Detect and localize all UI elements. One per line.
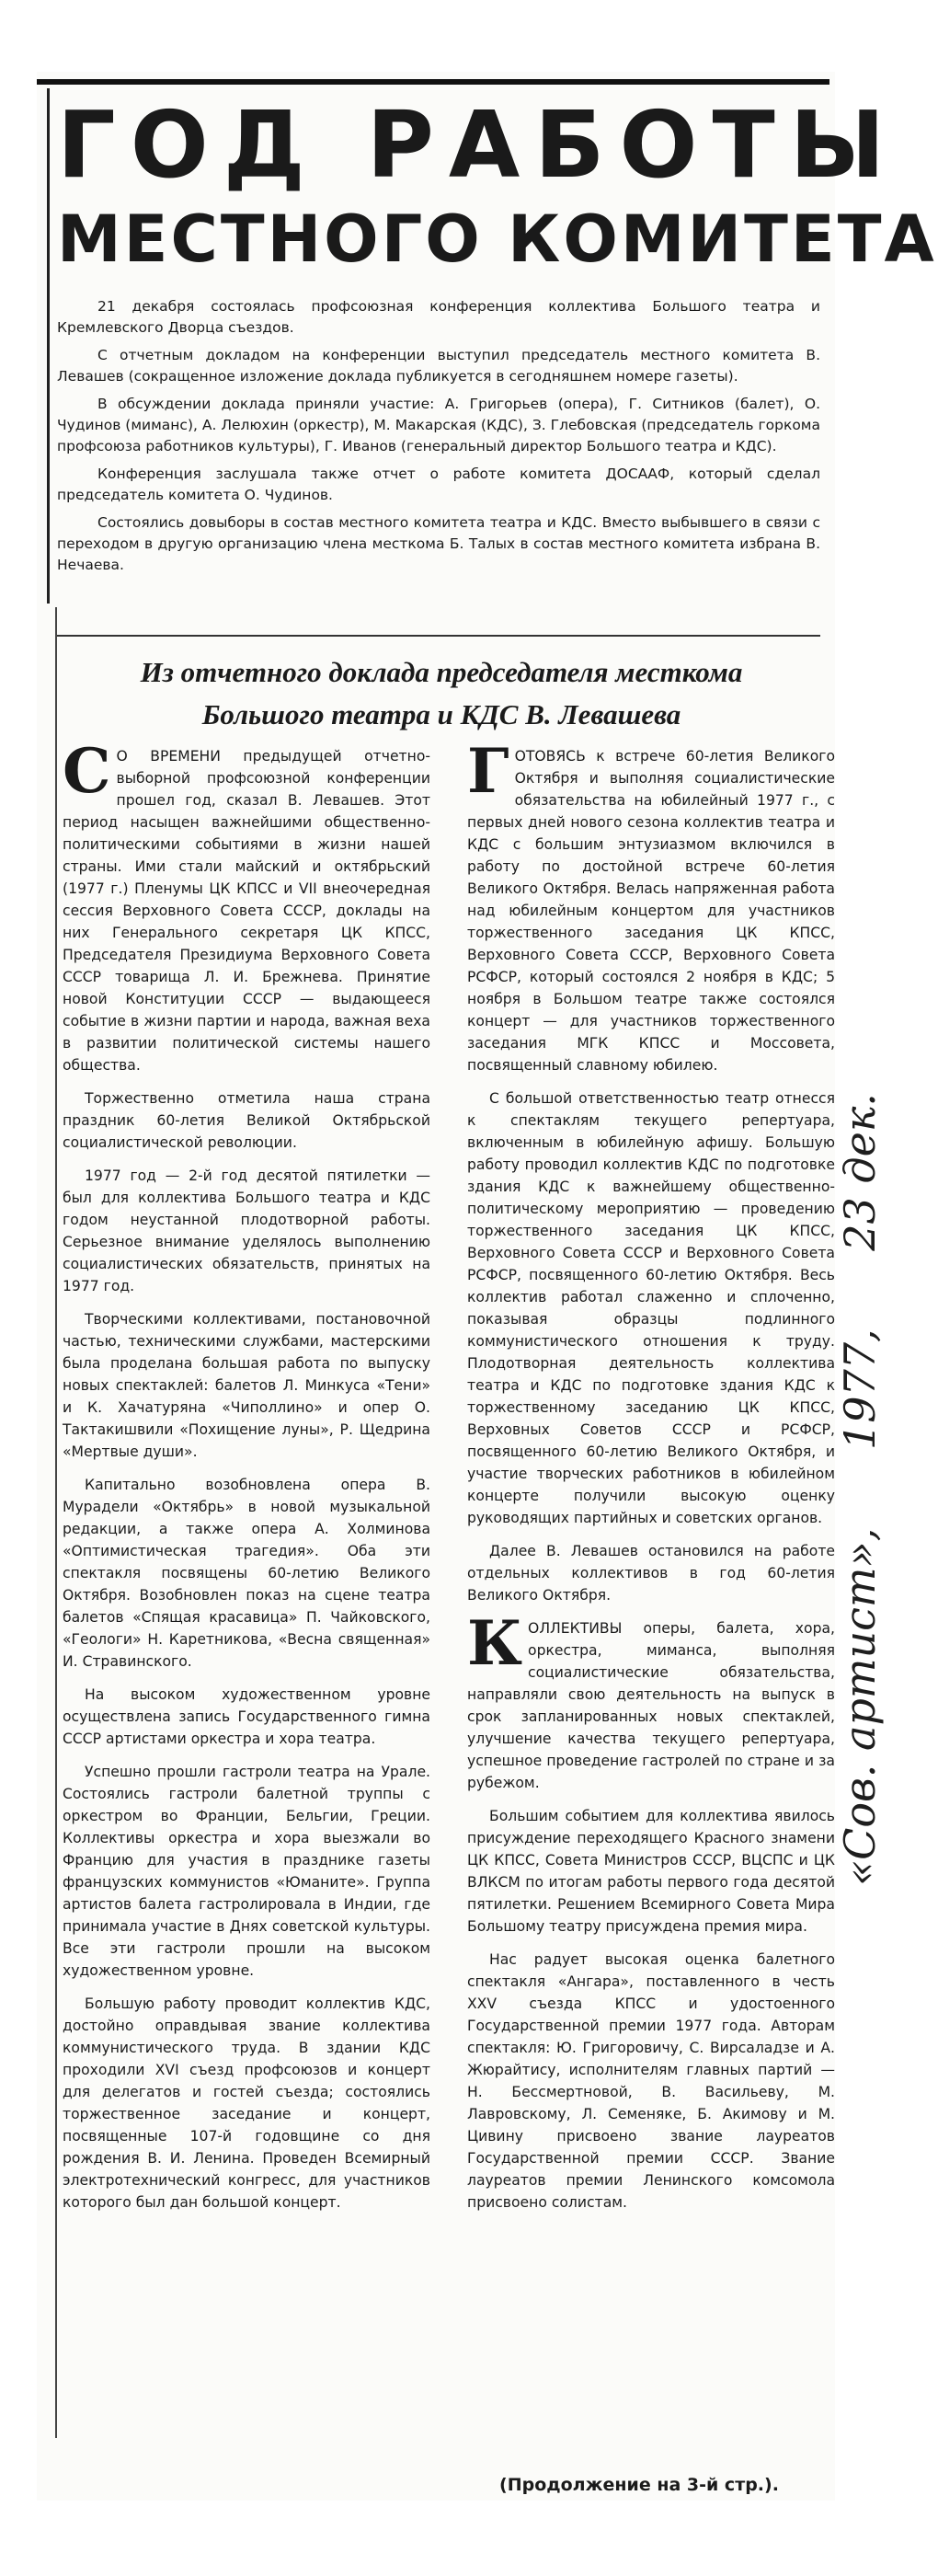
handwritten-source-note: [832, 515, 887, 1950]
handwritten-publication: «Сов. артист»,: [835, 1527, 885, 1886]
article-paragraph: ГОТОВЯСЬ к встрече 60-летия Великого Октября и выполняя социалистические обязательства на юбилейный 1977 г., с первых дней нового сезона коллектив театра и КДС с большим энтузиазмом включился в работу по достойной встрече 60-летия Великого Октября. Велась напряженная работа над юбилейным концертом для участников торжественного заседания ЦК КПСС, Верховного Совета СССР, Верховного Совета РСФСР, который состоялся 2 ноября в КДС; 5 ноября в Большом театре также состоялся концерт — для участников торжественного заседания МГК КПСС и Моссовета, посвященный славному юбилею.: [467, 735, 835, 1074]
article-paragraph: Торжественно отметила наша страна праздник 60-летия Великой Октябрьской социалистической революции.: [63, 1090, 430, 1151]
handwritten-year: 1977,: [835, 1328, 885, 1451]
section-divider: [57, 635, 820, 637]
article-paragraph: Нас радует высокая оценка балетного спектакля «Ангара», поставленного в честь XXV съезда КПСС и удостоенного Государственной премии 1977 года. Авторам спектакля: Ю. Григоровичу, С. Вирсаладзе и А. Жюрайтису, исполнителям главных партий — Н. Бессмертновой, В. Васильеву, М. Лавровскому, Л. Семеняке, Б. Акимову и М. Цивину присвоено звание лауреатов Государственной премии СССР. Звание лауреатов премии Ленинского комсомола присвоено солистам.: [467, 1951, 835, 2211]
headline-line-1: ГОД РАБОТЫ: [57, 91, 900, 199]
article-paragraph: 1977 год — 2-й год десятой пятилетки — был для коллектива Большого театра и КДС годом неустанной плодотворной работы. Серьезное внимание уделялось выполнению социалистических обязательств, принятых на 1977 год.: [63, 1167, 430, 1294]
article-paragraph: Большим событием для коллектива явилось присуждение переходящего Красного знамени ЦК КПСС, Совета Министров СССР, ВЦСПС и ЦК ВЛКСМ по итогам работы первого года десятой пятилетки. Решением Всемирного Совета Мира Большому театру присуждена премия мира.: [467, 1808, 835, 1935]
intro-block: [57, 296, 820, 582]
report-subheading: [64, 651, 818, 736]
article-column-left: [63, 735, 430, 2225]
article-paragraph: Далее В. Левашев остановился на работе отдельных коллективов в год 60-летия Великого Октября.: [467, 1543, 835, 1604]
article-paragraph: Творческими коллективами, постановочной частью, техническими службами, мастерскими была проделана большая работа по выпуску новых спектаклей: балетов Л. Минкуса «Тени» и К. Хачатуряна «Чиполлино» и опер О. Тактакишвили «Похищение луны», Р. Щедрина «Мертвые души».: [63, 1311, 430, 1460]
intro-paragraph: Состоялись довыборы в состав местного комитета театра и КДС. Вместо выбывшего в связи с переходом в другую организацию члена месткома Б. Талых в состав местного комитета избрана В. Нечаева.: [57, 514, 820, 573]
handwritten-date: 23 дек.: [835, 1093, 885, 1251]
article-paragraph: Капитально возобновлена опера В. Мурадели «Октябрь» в новой музыкальной редакции, а также опера А. Холминова «Оптимистическая трагедия». Оба эти спектакля посвящены 60-летию Великого Октября. Возобновлен показ на сцене театра балетов «Спящая красавица» П. Чайковского, «Геологи» Н. Каретникова, «Весна священная» И. Стравинского.: [63, 1477, 430, 1670]
intro-side-rule: [47, 88, 50, 604]
article-paragraph: Успешно прошли гастроли театра на Урале. Состоялись гастроли балетной труппы с оркестром во Франции, Бельгии, Греции. Коллективы оркестра и хора выезжали во Францию для участия в празднике газеты французских коммунистов «Юманите». Группа артистов балета гастролировала в Индии, где принимала участие в Днях советской культуры. Все эти гастроли прошли на высоком художественном уровне.: [63, 1764, 430, 1979]
intro-paragraph: 21 декабря состоялась профсоюзная конференция коллектива Большого театра и Кремлевского Дворца съездов.: [57, 298, 820, 336]
intro-paragraph: В обсуждении доклада приняли участие: А. Григорьев (опера), Г. Ситников (балет), О. Чудинов (миманс), А. Лелюхин (оркестр), М. Макарская (КДС), З. Глебовская (председатель горкома профсоюза работников культуры), Г. Иванов (генеральный директор Большого театра и КДС).: [57, 396, 820, 454]
article-paragraph: На высоком художественном уровне осуществлена запись Государственного гимна СССР артистами оркестра и хора театра.: [63, 1686, 430, 1747]
subheading-line-1: Из отчетного доклада председателя месткома: [140, 656, 743, 688]
article-paragraph: СО ВРЕМЕНИ предыдущей отчетно-выборной профсоюзной конференции прошел год, сказал В. Левашев. Этот период насыщен важнейшими общественно-политическими событиями в жизни нашей страны. Ими стали майский и октябрьский (1977 г.) Пленумы ЦК КПСС и VII внеочередная сессия Верховного Совета СССР, доклады на них Генерального секретаря ЦК КПСС, Председателя Президиума Верховного Совета СССР товарища Л. И. Брежнева. Принятие новой Конституции СССР — выдающееся событие в жизни партии и народа, важная веха в развитии политической системы нашего общества.: [63, 735, 430, 1074]
intro-paragraph: С отчетным докладом на конференции выступил председатель местного комитета В. Левашев (сокращенное изложение доклада публикуется в сегодняшнем номере газеты).: [57, 347, 820, 385]
intro-paragraph: Конференция заслушала также отчет о работе комитета ДОСААФ, который сделал председатель комитета О. Чудинов.: [57, 466, 820, 503]
left-column-rule: [55, 607, 57, 2438]
article-paragraph: КОЛЛЕКТИВЫ оперы, балета, хора, оркестра, миманса, выполняя социалистические обязательства, направляли свою деятельность на выпуск в срок запланированных новых спектаклей, улучшение качества текущего репертуара, успешное проведение гастролей по стране и за рубежом.: [467, 1607, 835, 1791]
subheading-line-2: Большого театра и КДС В. Левашева: [201, 698, 681, 730]
article-paragraph: Большую работу проводит коллектив КДС, достойно оправдывая звание коллектива коммунистического труда. В здании КДС проходили XVI съезд профсоюзов и концерт для делегатов и гостей съезда; состоялись торжественное заседание и концерт, посвященные 107-й годовщине со дня рождения В. И. Ленина. Проведен Всемирный электротехнический конгресс, для участников которого был дан большой концерт.: [63, 1995, 430, 2211]
continuation-note: (Продолжение на 3-й стр.).: [499, 2475, 779, 2495]
article-column-right: [467, 735, 835, 2225]
top-rule: [37, 79, 829, 85]
article-paragraph: С большой ответственностью театр отнесся к спектаклям текущего репертуара, включенным в юбилейную афишу. Большую работу проводил коллектив КДС по подготовке здания КДС к важнейшему общественно-политическому мероприятию — проведению торжественного заседания ЦК КПСС, Верховного Совета СССР и Верховного Совета РСФСР, посвященного 60-летию Октября. Весь коллектив работал слаженно и сплоченно, показывая образцы подлинного коммунистического отношения к труду. Плодотворная деятельность коллектива театра и КДС по подготовке здания КДС к торжественному заседанию ЦК КПСС, Верховных Советов СССР и РСФСР, посвященного 60-летию Великого Октября, и участие творческих работников в юбилейном концерте получили высокую оценку руководящих партийных и советских органов.: [467, 1090, 835, 1526]
headline-line-2: МЕСТНОГО КОМИТЕТА: [57, 201, 937, 277]
